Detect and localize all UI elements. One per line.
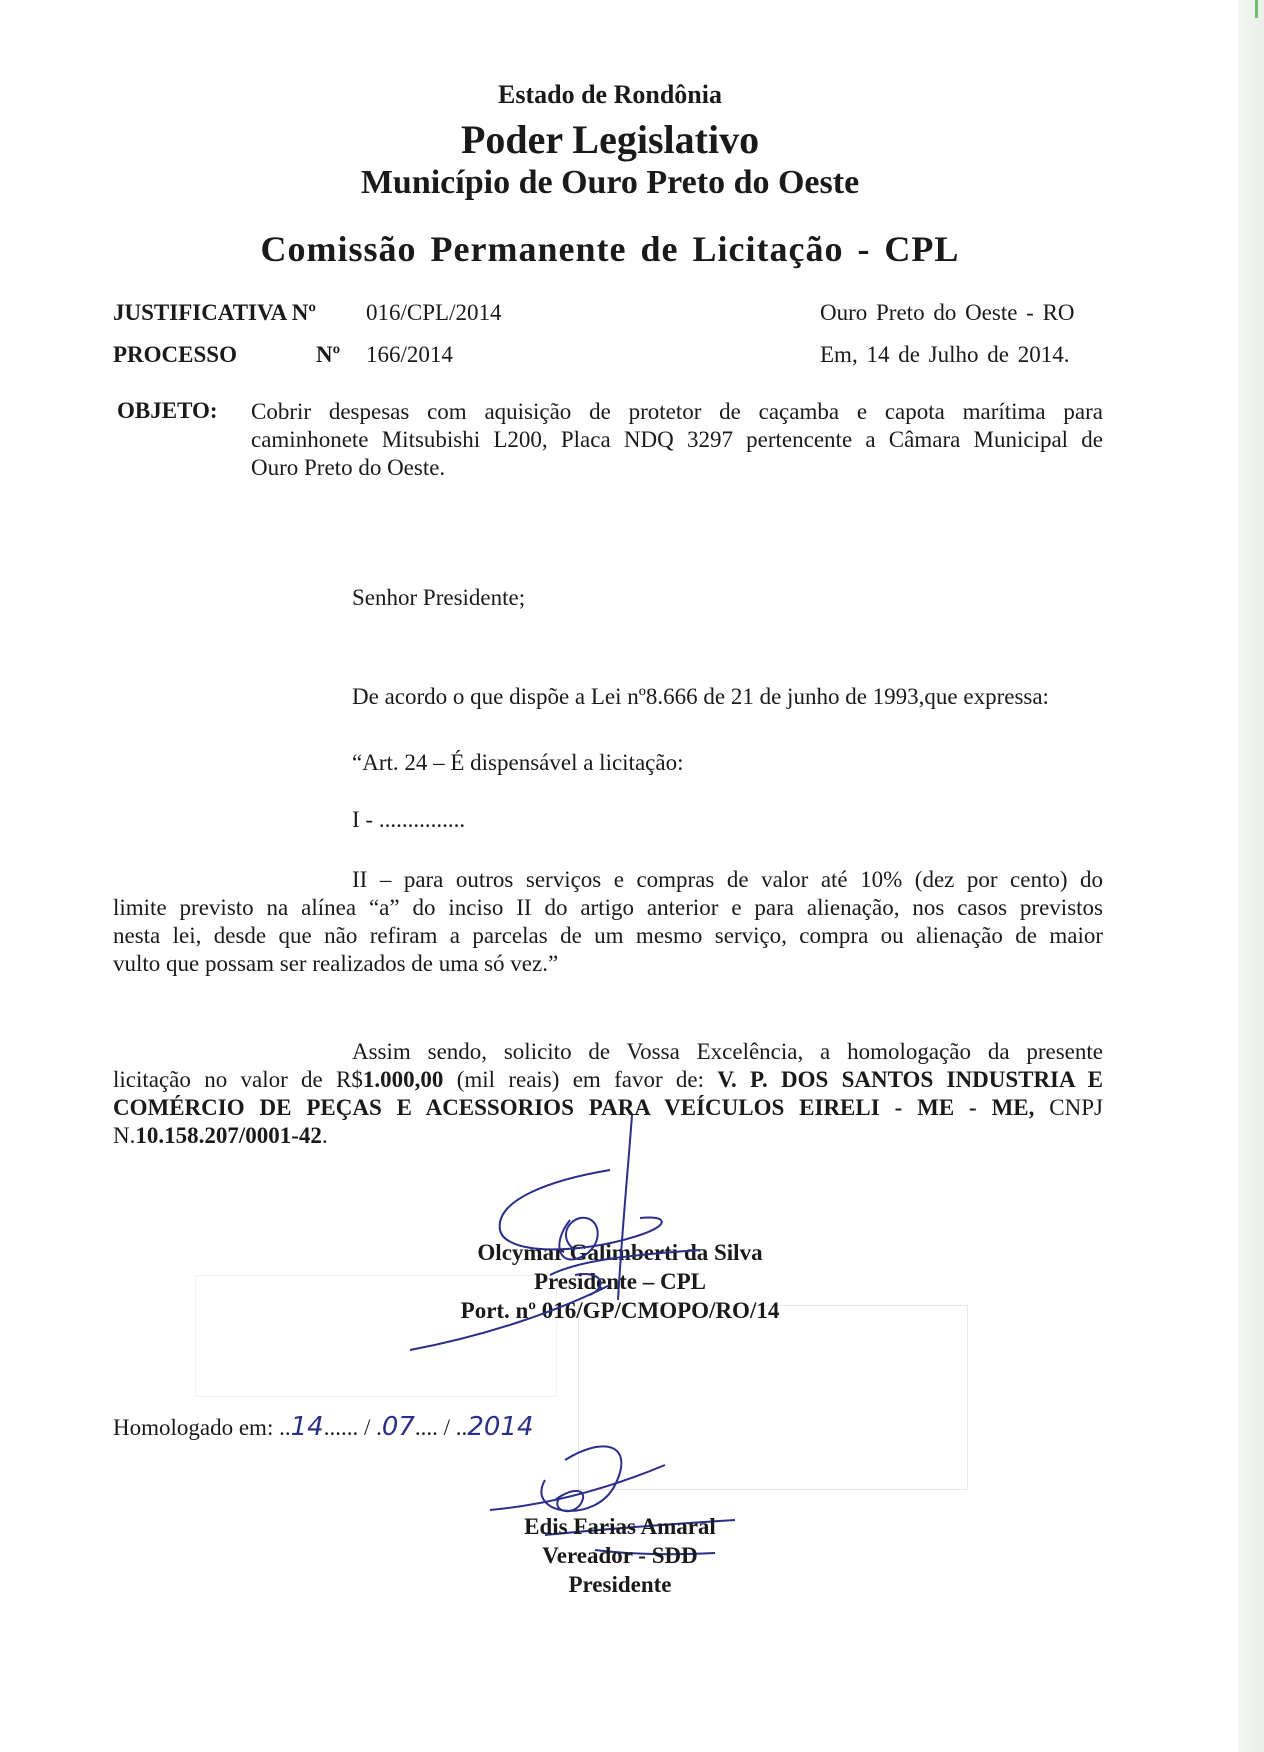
header-branch: Poder Legislativo <box>460 117 760 162</box>
homologation-year: 2014 <box>467 1412 534 1442</box>
cnpj-suffix: . <box>321 1123 328 1148</box>
cnpj-prefix: N. <box>113 1123 136 1148</box>
scan-edge-mark <box>1255 0 1258 18</box>
homologation-line: Homologado em: ..14...... / .07.... / ..2014 <box>113 1412 534 1442</box>
cnpj-label: CNPJ <box>1034 1095 1103 1120</box>
objeto-text <box>251 398 1103 482</box>
signatory-2 <box>450 1512 790 1599</box>
request-line-2-pre: licitação no valor de R$ <box>113 1067 363 1092</box>
justificativa-value: 016/CPL/2014 <box>366 300 502 325</box>
item-ii-line-1: II – para outros serviços e compras de valor até 10% (dez por cento) do <box>352 867 1103 892</box>
signatory-2-name: Edis Farias Amaral <box>524 1514 716 1539</box>
objeto-line-1: Cobrir despesas com aquisição de protetor de caçamba e capota marítima para <box>251 399 1103 424</box>
signature-1-icon <box>400 1110 720 1360</box>
signatory-1-role: Presidente – CPL <box>533 1269 707 1294</box>
item-ii-line-4: vulto que possam ser realizados de uma só vez.” <box>113 951 559 976</box>
company-part-1: V. P. DOS SANTOS INDUSTRIA E <box>717 1067 1103 1092</box>
homologation-label: Homologado em: <box>113 1415 274 1440</box>
objeto-line-2: caminhonete Mitsubishi L200, Placa NDQ 3297 pertencente a Câmara Municipal de <box>251 427 1103 452</box>
processo-no: Nº <box>316 342 341 367</box>
date: Em, 14 de Julho de 2014. <box>820 342 1070 367</box>
request-line-1: Assim sendo, solicito de Vossa Excelência, a homologação da presente <box>352 1039 1103 1064</box>
objeto-line-3: Ouro Preto do Oeste. <box>251 455 446 480</box>
signatory-1-name: Olcymar Galimberti da Silva <box>477 1240 763 1265</box>
request-line-2 <box>113 1066 1103 1094</box>
scan-edge <box>1238 0 1264 1752</box>
cnpj-value: 10.158.207/0001-42 <box>135 1123 322 1148</box>
item-ii-line-2: limite previsto na alínea “a” do inciso II do artigo anterior e para alienação, nos casos previstos <box>113 895 1103 920</box>
header-municipality: Município de Ouro Preto do Oeste <box>360 164 860 201</box>
place: Ouro Preto do Oeste - RO <box>820 300 1075 325</box>
homologation-month: 07 <box>381 1412 415 1442</box>
item-ii-line-3: nesta lei, desde que não refiram a parcelas de um mesmo serviço, compra ou alienação de maior <box>113 923 1103 948</box>
header-commission: Comissão Permanente de Licitação - CPL <box>260 229 960 269</box>
article-24: “Art. 24 – É dispensável a licitação: <box>352 750 684 775</box>
item-ii <box>113 866 1103 978</box>
header-state: Estado de Rondônia <box>498 80 722 109</box>
justificativa-label: JUSTIFICATIVA Nº <box>113 300 316 325</box>
objeto-label: OBJETO: <box>117 398 218 423</box>
signatory-2-role: Vereador - SDD <box>542 1543 698 1568</box>
law-intro: De acordo o que dispõe a Lei nº8.666 de 21 de junho de 1993,que expressa: <box>352 684 1049 709</box>
salutation: Senhor Presidente; <box>352 585 526 610</box>
request-value: 1.000,00 <box>362 1067 444 1092</box>
company-part-2: COMÉRCIO DE PEÇAS E ACESSORIOS PARA VEÍCULOS EIRELI - ME - ME, <box>113 1095 1035 1120</box>
signatory-2-title: Presidente <box>568 1572 672 1597</box>
homologation-day: 14 <box>290 1412 324 1442</box>
signatory-1-port: Port. nº 016/GP/CMOPO/RO/14 <box>460 1298 780 1323</box>
processo-label: PROCESSO <box>113 342 237 367</box>
processo-value: 166/2014 <box>366 342 453 367</box>
item-i: I - ............... <box>352 807 466 832</box>
request-line-2-mid: (mil reais) em favor de: <box>443 1067 718 1092</box>
